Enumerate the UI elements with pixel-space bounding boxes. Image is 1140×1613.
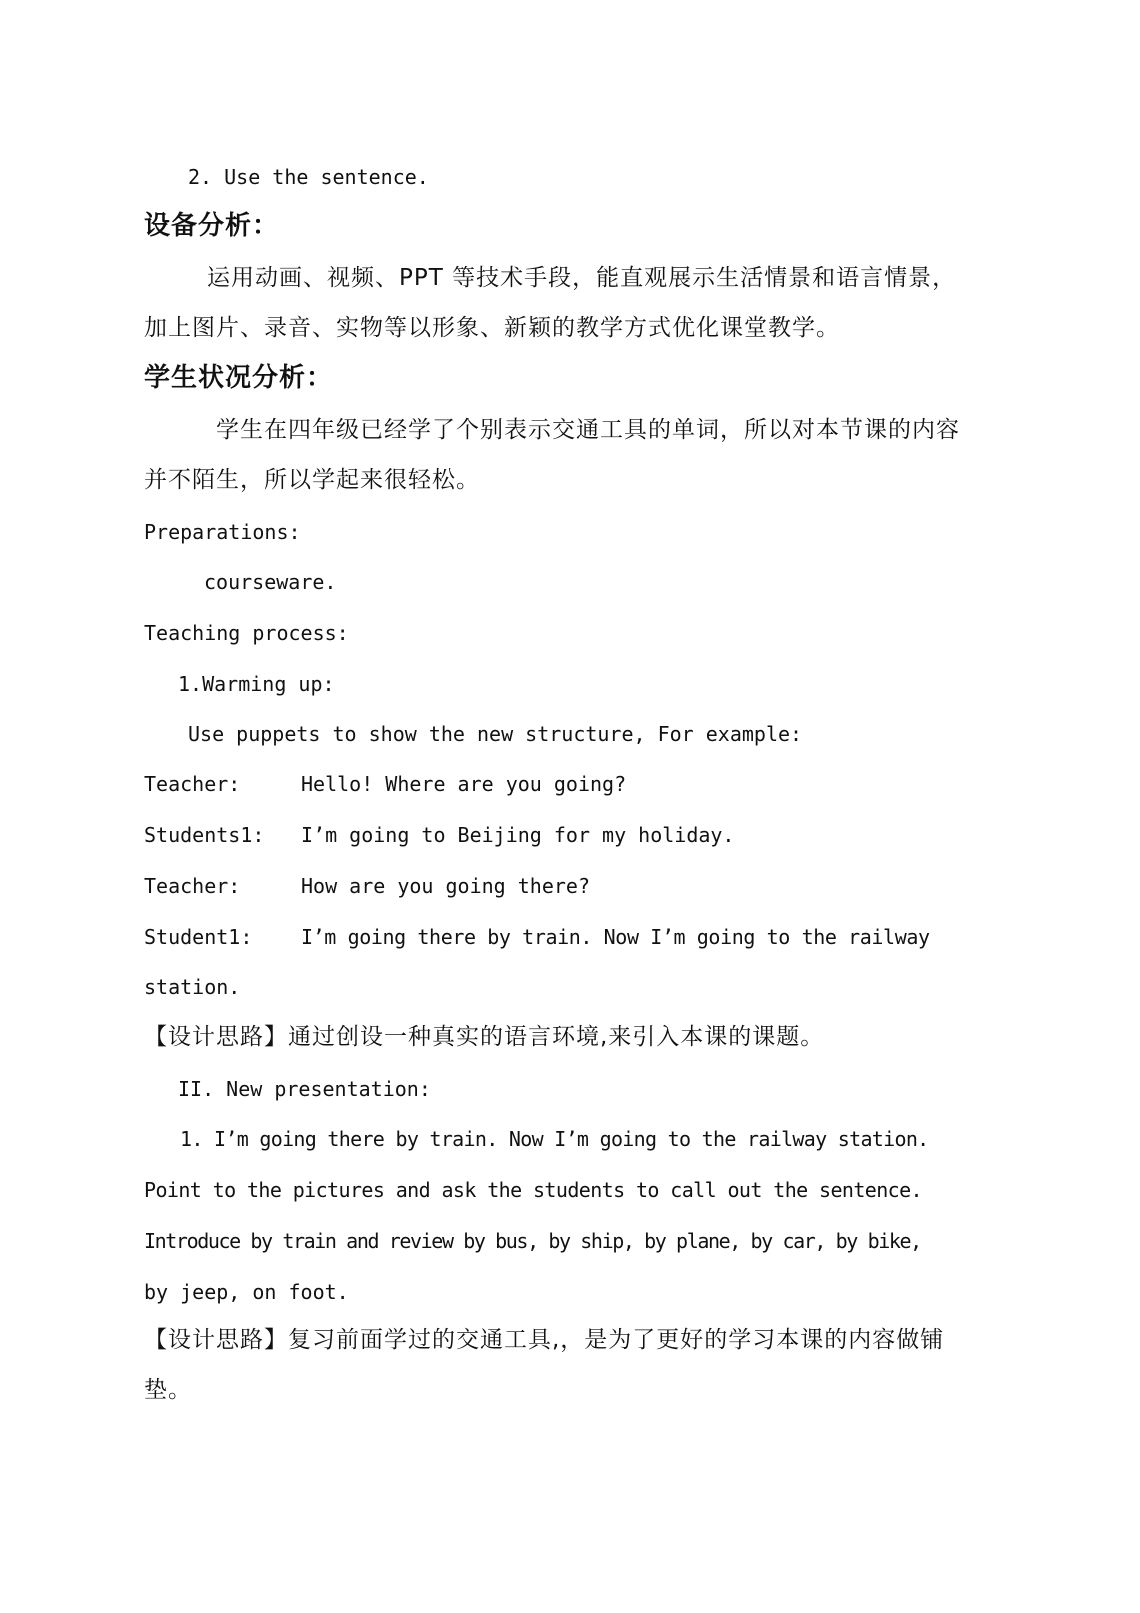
presentation-item-1-line-1: 1. I’m going there by train. Now I’m going to the railway station. (180, 1127, 929, 1151)
dialogue-speaker: Teacher: (144, 772, 241, 796)
equipment-text-line-2: 加上图片、录音、实物等以形象、新颖的教学方式优化课堂教学。 (144, 315, 840, 341)
students-text-line-1: 学生在四年级已经学了个别表示交通工具的单词，所以对本节课的内容 (216, 417, 960, 443)
dialogue-speaker: Student1: (144, 925, 253, 949)
dialogue-wrap: station. (144, 975, 241, 999)
presentation-item-1-line-4: by jeep, on foot. (144, 1280, 349, 1304)
equipment-heading: 设备分析： (144, 211, 280, 241)
objective-2: 2. Use the sentence. (188, 165, 429, 189)
design-note-1: 【设计思路】通过创设一种真实的语言环境,来引入本课的课题。 (144, 1024, 825, 1050)
presentation-item-1-line-2: Point to the pictures and ask the students to call out the sentence. (144, 1178, 922, 1202)
equipment-text-line-1: 运用动画、视频、PPT 等技术手段，能直观展示生活情景和语言情景， (207, 265, 957, 291)
preparations-label: Preparations: (144, 520, 301, 544)
dialogue-line: How are you going there? (301, 874, 590, 898)
warming-up-heading: 1.Warming up: (178, 672, 335, 696)
teaching-process-label: Teaching process: (144, 621, 349, 645)
dialogue-line: I’m going to Beijing for my holiday. (301, 823, 735, 847)
design-note-2-line-1: 【设计思路】复习前面学过的交通工具,，是为了更好的学习本课的内容做铺 (144, 1327, 945, 1353)
preparations-value: courseware. (204, 570, 337, 594)
new-presentation-heading: II. New presentation: (178, 1077, 431, 1101)
warming-up-intro: Use puppets to show the new structure, For example: (188, 722, 803, 746)
presentation-item-1-line-3: Introduce by train and review by bus, by ship, by plane, by car, by bike, (144, 1229, 921, 1253)
students-heading: 学生状况分析： (144, 363, 334, 393)
design-note-2-line-2: 垫。 (144, 1377, 192, 1403)
dialogue-speaker: Students1: (144, 823, 265, 847)
students-text-line-2: 并不陌生，所以学起来很轻松。 (144, 467, 480, 493)
dialogue-line: Hello! Where are you going? (301, 772, 627, 796)
dialogue-speaker: Teacher: (144, 874, 241, 898)
dialogue-line: I’m going there by train. Now I’m going to the railway (301, 925, 930, 949)
